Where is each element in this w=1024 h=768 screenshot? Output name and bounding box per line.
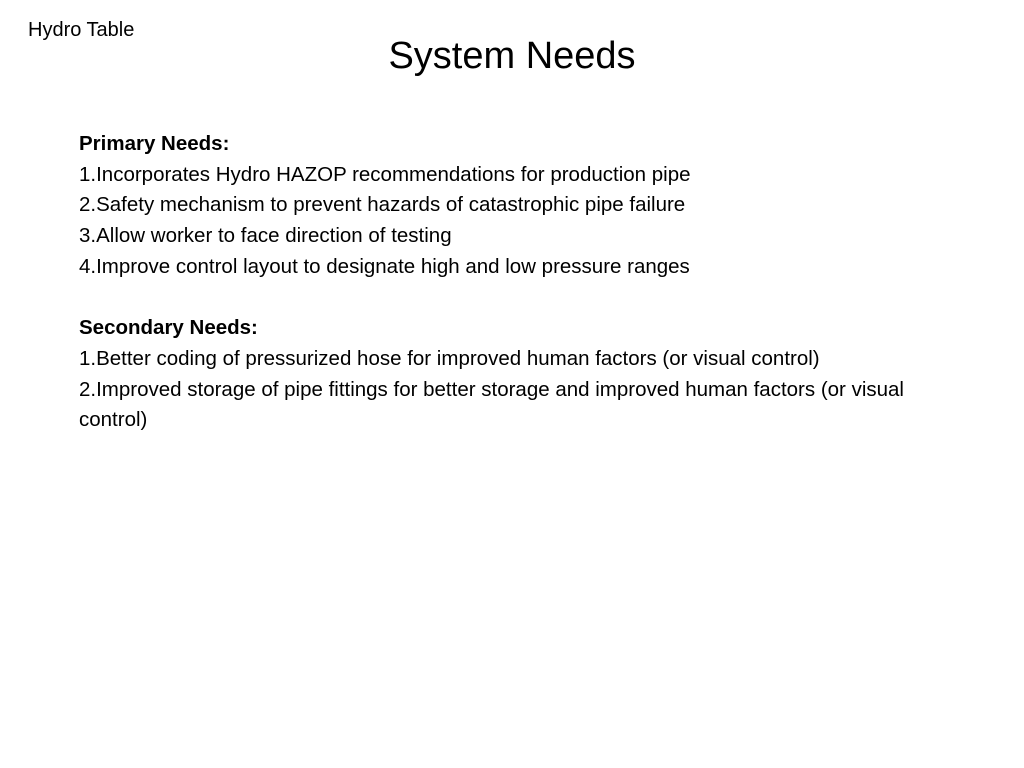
primary-need-item: 3.Allow worker to face direction of testing (79, 224, 452, 248)
slide-title: System Needs (388, 35, 636, 77)
secondary-need-item: 2.Improved storage of pipe fittings for better storage and improved human factors (or visual control) (79, 377, 904, 432)
primary-need-item: 4.Improve control layout to designate high and low pressure ranges (79, 254, 690, 278)
primary-need-item: 1.Incorporates Hydro HAZOP recommendations for production pipe (79, 162, 691, 186)
primary-need-item: 2.Safety mechanism to prevent hazards of catastrophic pipe failure (79, 193, 686, 217)
corner-label: Hydro Table (28, 19, 135, 41)
secondary-need-item: 1.Better coding of pressurized hose for improved human factors (or visual control) (79, 346, 820, 370)
primary-needs-heading: Primary Needs: (79, 132, 230, 155)
secondary-needs-heading: Secondary Needs: (79, 316, 258, 340)
section-spacer (79, 283, 979, 314)
slide-body (79, 129, 979, 436)
